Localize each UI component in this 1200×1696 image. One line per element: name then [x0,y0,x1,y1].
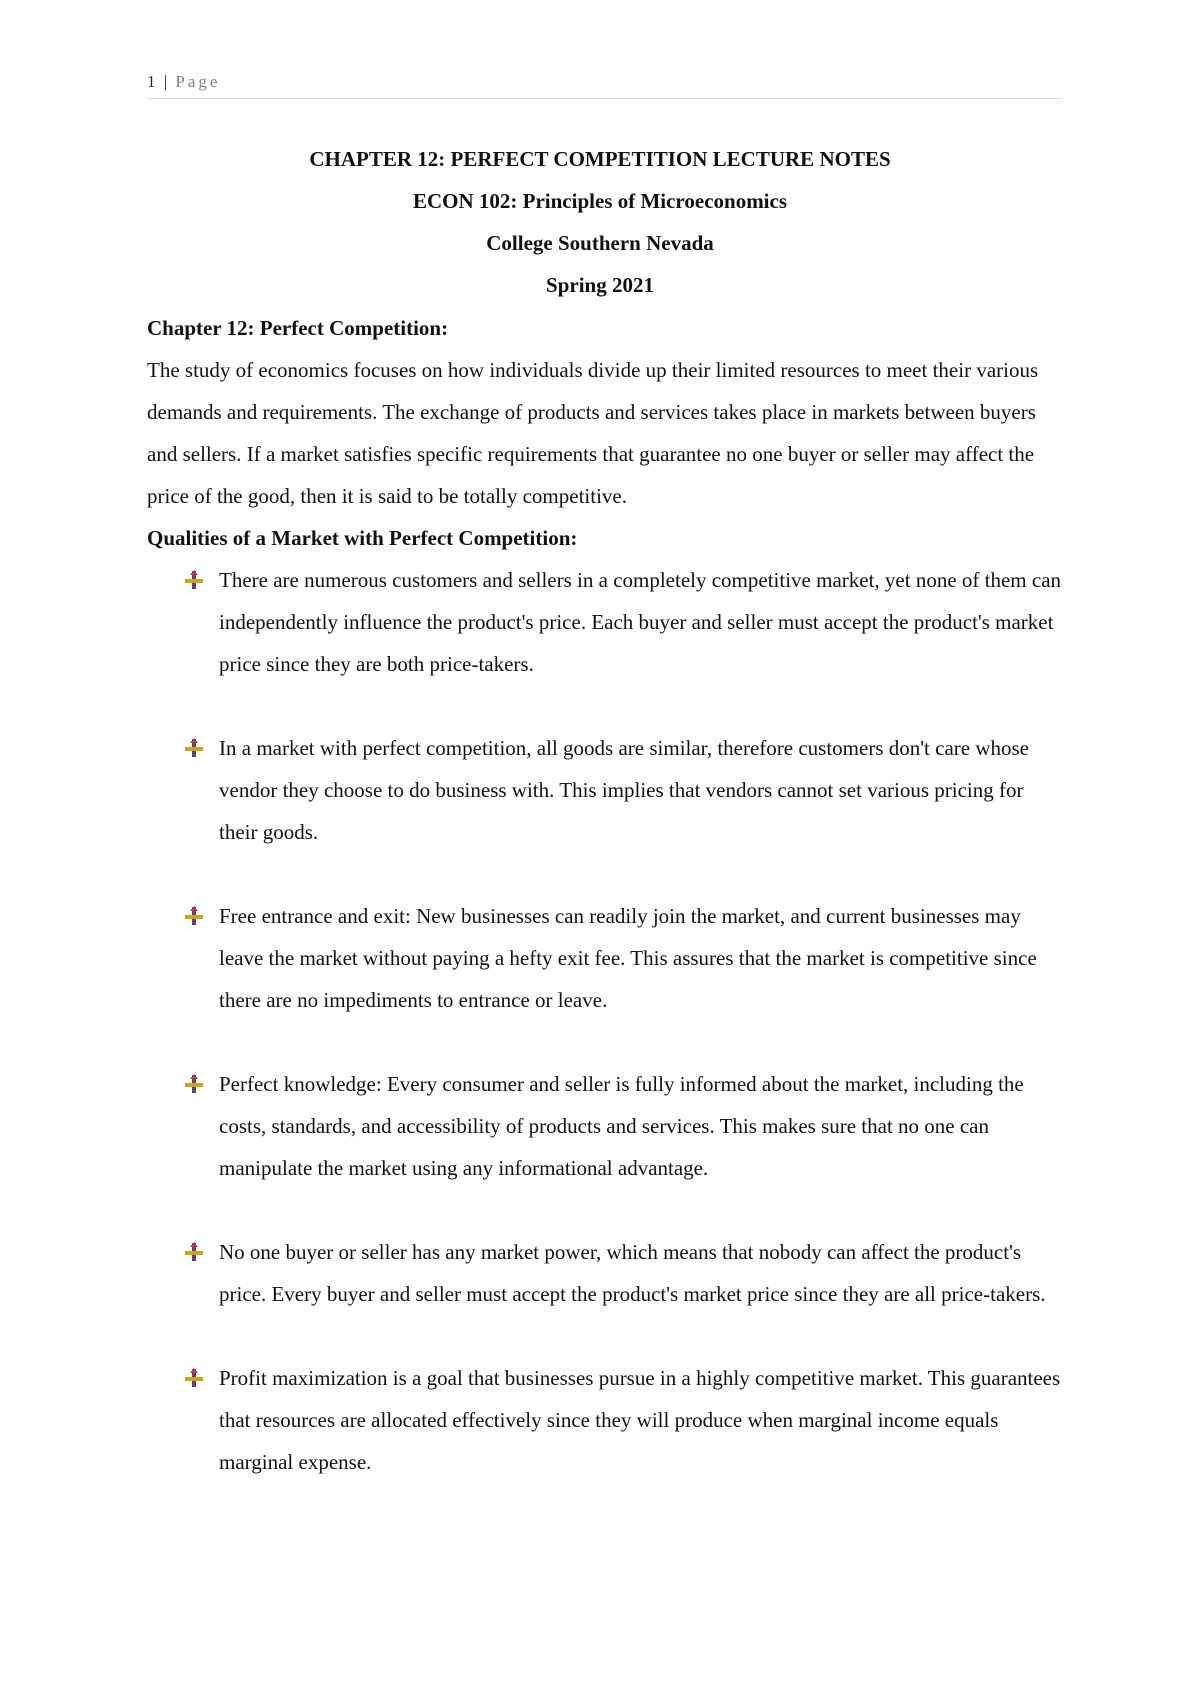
course-title: ECON 102: Principles of Microeconomics [412,189,788,213]
list-item [147,1357,1067,1483]
list-item-text: Profit maximization is a goal that businesses pursue in a highly competitive market. This guarantees that resources are allocated effectively since they will produce when marginal income equals marginal expense. [219,1366,1061,1474]
list-item-text: In a market with perfect competition, all goods are similar, therefore customers don't care whose vendor they choose to do business with. This implies that vendors cannot set various pricing for their goods. [219,736,1029,844]
list-item [147,1231,1067,1315]
list-item [147,895,1067,1021]
intro-paragraph: The study of economics focuses on how individuals divide up their limited resources to meet their various demands and requirements. The exchange of products and services takes place in markets between buyers and sellers. If a market satisfies specific requirements that guarantee no one buyer or seller may affect the price of the good, then it is said to be totally competitive. [147,358,1039,508]
plus-arrow-icon [183,737,205,759]
list-item [147,1063,1067,1189]
list-item-text: Free entrance and exit: New businesses can readily join the market, and current businesses may leave the market without paying a hefty exit fee. This assures that the market is competitive since there are no impediments to entrance or leave. [219,904,1037,1012]
document-title: CHAPTER 12: PERFECT COMPETITION LECTURE NOTES [309,147,891,171]
list-item-text: Perfect knowledge: Every consumer and seller is fully informed about the market, including the costs, standards, and accessibility of products and services. This makes sure that no one can manipulate the market using any informational advantage. [219,1072,1024,1180]
document-body [147,314,1067,1525]
plus-arrow-icon [183,569,205,591]
list-item-text: There are numerous customers and sellers in a completely competitive market, yet none of them can independently influence the product's price. Each buyer and seller must accept the product's market price since they are both price-takers. [219,568,1062,676]
plus-arrow-icon [183,1073,205,1095]
term-label: Spring 2021 [546,273,654,297]
list-item [147,559,1067,685]
qualities-list [147,559,1067,1483]
plus-arrow-icon [183,905,205,927]
section-heading-chapter: Chapter 12: Perfect Competition: [147,316,449,340]
page-label: Page [175,72,221,91]
plus-arrow-icon [183,1367,205,1389]
page-number: 1 [147,72,156,91]
page-separator: | [163,72,168,91]
list-item [147,727,1067,853]
institution-name: College Southern Nevada [486,231,714,255]
page-header [147,72,1062,99]
list-item-text: No one buyer or seller has any market power, which means that nobody can affect the product's price. Every buyer and seller must accept the product's market price since they are all price-takers. [219,1240,1046,1306]
plus-arrow-icon [183,1241,205,1263]
section-heading-qualities: Qualities of a Market with Perfect Competition: [147,526,578,550]
title-block [0,145,1200,313]
